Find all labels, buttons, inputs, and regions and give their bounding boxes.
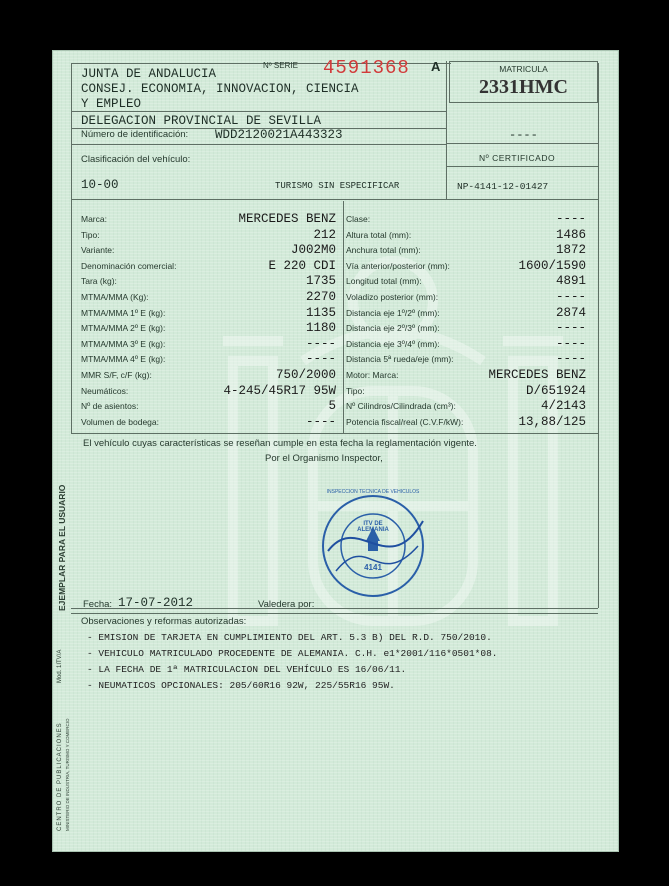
- clasif-description: TURISMO SIN ESPECIFICAR: [275, 181, 400, 191]
- field-row: [346, 260, 586, 272]
- field-row: [81, 338, 336, 350]
- stamp-ring-text: INSPECCION TECNICA DE VEHICULOS: [326, 489, 420, 495]
- field-row: [81, 244, 336, 256]
- field-label: MTMA/MMA 2º E (kg):: [81, 323, 166, 334]
- matricula-value: 2331HMC: [479, 76, 568, 98]
- compliance-text: El vehículo cuyas características se reseñan cumple en esta fecha la reglamentación vigente.: [83, 438, 477, 449]
- observation-line: - EMISION DE TARJETA EN CUMPLIMIENTO DEL ART. 5.3 B) DEL R.D. 750/2010.: [87, 632, 492, 643]
- field-label: MTMA/MMA 1º E (kg):: [81, 307, 166, 318]
- field-value: 5: [328, 399, 336, 414]
- field-label: Motor: Marca:: [346, 370, 399, 380]
- divider: [71, 63, 72, 433]
- field-label: Nº de asientos:: [81, 401, 139, 412]
- field-row: [81, 416, 336, 428]
- stamp-number: 4141: [364, 563, 382, 572]
- field-row: [346, 307, 586, 319]
- field-row: [346, 369, 586, 381]
- field-value: MERCEDES BENZ: [238, 212, 336, 226]
- field-label: Voladizo posterior (mm):: [346, 292, 439, 302]
- field-row: [81, 322, 336, 334]
- org-line-2: CONSEJ. ECONOMIA, INNOVACION, CIENCIA: [81, 82, 359, 96]
- field-label: Volumen de bodega:: [81, 416, 159, 427]
- field-label: MMR S/F, c/F (kg):: [81, 370, 152, 380]
- field-value: 2874: [555, 305, 586, 320]
- serie-number: 4591368: [323, 57, 410, 79]
- fecha-value: 17-07-2012: [118, 596, 194, 610]
- clasif-value: 10-00: [81, 178, 119, 192]
- id-label: Número de identificación:: [81, 129, 189, 140]
- field-value: 1600/1590: [518, 258, 586, 273]
- field-label: Tara (kg):: [81, 276, 117, 287]
- field-label: Anchura total (mm):: [346, 245, 421, 256]
- field-value: ----: [305, 414, 336, 429]
- inspector-stamp-icon: [318, 491, 428, 601]
- field-label: Distancia eje 1º/2º (mm):: [346, 307, 440, 318]
- observation-line: - NEUMATICOS OPCIONALES: 205/60R16 92W, 225/55R16 95W.: [87, 680, 395, 691]
- inspector-text: Por el Organismo Inspector,: [265, 453, 383, 464]
- field-row: [346, 416, 586, 428]
- observation-line: - LA FECHA DE 1ª MATRICULACION DEL VEHÍCULO ES 16/06/11.: [87, 664, 407, 675]
- field-label: MTMA/MMA 4º E (kg):: [81, 354, 166, 365]
- field-row: [81, 229, 336, 241]
- field-label: Tipo:: [81, 229, 100, 240]
- observations-label: Observaciones y reformas autorizadas:: [81, 616, 247, 627]
- field-label: Altura total (mm):: [346, 229, 412, 240]
- field-row: [81, 400, 336, 412]
- side-ministry-text: MINISTERIO DE INDUSTRIA, TURISMO Y COMERCIO: [65, 718, 70, 831]
- field-row: [346, 291, 586, 303]
- org-line-3: Y EMPLEO: [81, 97, 142, 111]
- fecha-label: Fecha:: [83, 599, 113, 610]
- divider: [71, 613, 598, 614]
- serie-label: Nº SERIE: [263, 61, 298, 70]
- field-value: 1135: [305, 305, 336, 320]
- field-row: [81, 385, 336, 397]
- divider: [71, 111, 446, 112]
- divider: [71, 199, 598, 200]
- field-value: 13,88/125: [518, 414, 586, 429]
- field-row: [81, 369, 336, 381]
- field-label: MTMA/MMA (Kg):: [81, 292, 149, 302]
- field-row: [346, 244, 586, 256]
- observation-line: - VEHICULO MATRICULADO PROCEDENTE DE ALEMANIA. C.H. e1*2001/116*0501*08.: [87, 648, 498, 659]
- field-label: Denominación comercial:: [81, 260, 177, 271]
- id-right-value: ----: [509, 128, 538, 142]
- field-label: Clase:: [346, 214, 371, 224]
- matricula-box: [449, 61, 598, 103]
- field-row: [346, 353, 586, 365]
- valedera-label: Valedera por:: [258, 599, 315, 610]
- field-value: 4891: [555, 274, 586, 289]
- org-line-1: JUNTA DE ANDALUCIA: [81, 67, 217, 81]
- field-row: [346, 275, 586, 287]
- field-row: [346, 400, 586, 412]
- field-value: ----: [555, 290, 586, 304]
- divider: [446, 61, 447, 199]
- vehicle-technical-card: [52, 50, 619, 852]
- field-label: MTMA/MMA 3º E (kg):: [81, 338, 166, 349]
- field-label: Neumáticos:: [81, 385, 129, 396]
- divider: [343, 201, 344, 433]
- field-label: Tipo:: [346, 385, 365, 396]
- cert-label: Nº CERTIFICADO: [479, 153, 556, 163]
- clasif-label: Clasificación del vehículo:: [81, 154, 191, 165]
- field-value: D/651924: [525, 383, 586, 398]
- field-row: [81, 275, 336, 287]
- matricula-label: MATRICULA: [499, 64, 548, 74]
- field-row: [346, 322, 586, 334]
- field-value: ----: [555, 212, 586, 226]
- divider: [71, 144, 446, 145]
- field-value: 750/2000: [275, 368, 336, 382]
- field-value: 2270: [305, 290, 336, 304]
- field-label: Distancia 5ª rueda/eje (mm):: [346, 354, 454, 365]
- side-user-copy-text: EJEMPLAR PARA EL USUARIO: [57, 484, 67, 611]
- field-row: [81, 213, 336, 225]
- field-label: Variante:: [81, 245, 115, 256]
- field-label: Nº Cilindros/Cilindrada (cm³):: [346, 401, 456, 412]
- field-value: 212: [313, 227, 336, 242]
- field-value: 4-245/45R17 95W: [223, 383, 336, 398]
- field-value: ----: [305, 352, 336, 367]
- field-row: [81, 260, 336, 272]
- cert-value: NP-4141-12-01427: [457, 181, 549, 192]
- serie-letter: A: [431, 59, 441, 74]
- field-value: 4/2143: [540, 399, 586, 414]
- field-label: Marca:: [81, 214, 107, 224]
- field-value: ----: [555, 321, 586, 336]
- field-row: [81, 353, 336, 365]
- field-value: 1872: [555, 243, 586, 258]
- field-label: Longitud total (mm):: [346, 276, 422, 287]
- divider: [446, 166, 598, 167]
- field-label: Distancia eje 3º/4º (mm):: [346, 338, 440, 349]
- field-label: Potencia fiscal/real (C.V.F/kW):: [346, 416, 464, 427]
- side-publisher-text: CENTRO DE PUBLICACIONES: [57, 722, 63, 831]
- field-row: [81, 291, 336, 303]
- field-value: ----: [555, 336, 586, 351]
- field-value: E 220 CDI: [268, 258, 336, 273]
- field-row: [81, 307, 336, 319]
- field-value: ----: [555, 352, 586, 367]
- field-value: ----: [305, 336, 336, 351]
- divider: [598, 63, 599, 608]
- field-row: [346, 385, 586, 397]
- field-label: Distancia eje 2º/3º (mm):: [346, 323, 440, 334]
- field-value: 1486: [555, 227, 586, 242]
- field-label: Vía anterior/posterior (mm):: [346, 260, 450, 271]
- org-line-4: DELEGACION PROVINCIAL DE SEVILLA: [81, 114, 322, 128]
- side-model-text: Mod. 1ITV/A: [57, 649, 63, 683]
- id-value: WDD2120021A443323: [215, 128, 343, 142]
- divider: [446, 143, 598, 144]
- field-value: 1735: [305, 274, 336, 289]
- field-value: J002M0: [290, 243, 336, 258]
- field-row: [346, 213, 586, 225]
- field-row: [346, 338, 586, 350]
- stamp-inner-text: ITV DE ALEMANIA: [357, 521, 389, 533]
- divider: [71, 433, 598, 434]
- field-row: [346, 229, 586, 241]
- field-value: 1180: [305, 321, 336, 336]
- field-value: MERCEDES BENZ: [488, 368, 586, 382]
